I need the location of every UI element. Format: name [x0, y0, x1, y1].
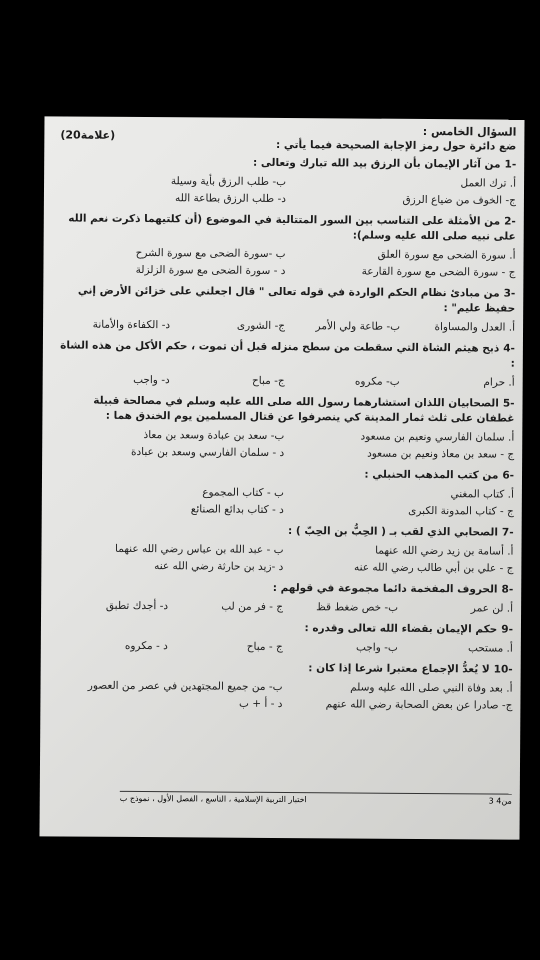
question-stem: لا يُعدُّ الإجماع معتبرا شرعا إذا كان :: [308, 662, 490, 676]
options-group: [54, 426, 514, 463]
question-block: [53, 522, 513, 577]
answer-option[interactable]: ب -سورة الضحى مع سورة الشرح: [135, 246, 286, 261]
question-number: -10: [493, 663, 513, 676]
question-block: [55, 338, 515, 391]
question-number: -1: [504, 158, 517, 171]
footer-page-number: 3 من4: [488, 796, 512, 806]
question-stem: ذبح هيثم الشاة التي سقطت من سطح منزله قبل أن تموت ، حكم الأكل من هذه الشاة :: [60, 339, 515, 370]
answer-option[interactable]: د - سلمان الفارسي وسعد بن عبادة: [130, 445, 285, 460]
options-group: [53, 637, 513, 657]
instruction-text: ضع دائرة حول رمز الإجابة الصحيحة فيما يأتي :: [276, 138, 517, 153]
answer-option[interactable]: أ. حرام: [483, 376, 515, 389]
answer-option[interactable]: ب- واجب: [355, 641, 398, 654]
answer-option[interactable]: ج- الخوف من ضياع الرزق: [402, 193, 516, 207]
question-stem: من كتب المذهب الحنبلي :: [364, 468, 499, 482]
question-text: [54, 393, 514, 426]
answer-option[interactable]: أ. سورة الضحى مع سورة العلق: [377, 248, 516, 262]
answer-option[interactable]: أ. ترك العمل: [460, 177, 517, 190]
question-stem: حكم الإيمان بقضاء الله تعالى وقدره :: [304, 622, 498, 636]
answer-option[interactable]: د - سورة الضحى مع سورة الزلزلة: [135, 263, 286, 278]
question-number: -3: [503, 287, 516, 300]
answer-option[interactable]: ب- طاعة ولي الأمر: [315, 320, 401, 333]
answer-option[interactable]: أ. أسامة بن زيد رضي الله عنهما: [375, 544, 514, 558]
question-text: [54, 522, 514, 540]
answer-option[interactable]: أ. كتاب المغني: [450, 488, 514, 501]
answer-option[interactable]: ج - مباح: [246, 640, 283, 654]
answer-option[interactable]: ج- صادرا عن بعض الصحابة رضي الله عنهم: [325, 698, 513, 712]
question-number: -9: [501, 623, 513, 636]
question-block: [54, 465, 514, 520]
answer-option[interactable]: أ. مستحب: [467, 642, 513, 655]
answer-option[interactable]: ج - كتاب المدونة الكبرى: [408, 504, 514, 518]
answer-option[interactable]: ب - كتاب المجموع: [202, 486, 284, 500]
answer-option[interactable]: ب - عبد الله بن عباس رضي الله عنهما: [115, 542, 284, 557]
question-block: [56, 154, 516, 209]
question-text: [56, 154, 516, 172]
options-group: [54, 483, 514, 520]
answer-option[interactable]: أ. لن عمر: [470, 602, 514, 615]
question-block: [52, 659, 512, 714]
answer-option[interactable]: د- الكفاءة والأمانة: [92, 318, 171, 332]
answer-option[interactable]: د -زيد بن حارثة رضي الله عنه: [154, 560, 284, 574]
question-stem: الحروف المفخمة دائما مجموعة في قولهم :: [272, 581, 498, 596]
options-group: [55, 316, 515, 336]
marks-label: (20علامة): [60, 128, 116, 142]
answer-option[interactable]: ج- مباح: [251, 374, 285, 388]
options-group: [55, 244, 515, 281]
question-number: -7: [501, 526, 514, 539]
question-block: [54, 393, 514, 463]
answer-option[interactable]: د- أجدك تطبق: [105, 599, 169, 613]
answer-option[interactable]: ج - سعد بن معاذ ونعيم بن مسعود: [367, 447, 515, 461]
answer-option[interactable]: د - كتاب بدائع الصنائع: [190, 503, 284, 517]
answer-option[interactable]: أ. بعد وفاة النبي صلى الله عليه وسلم: [350, 681, 513, 695]
exam-content: [51, 122, 516, 839]
answer-option[interactable]: أ. سلمان الفارسي ونعيم بن مسعود: [360, 430, 515, 444]
question-number: -4: [503, 342, 515, 355]
answer-option[interactable]: ج - فر من لب: [221, 600, 284, 614]
question-text: [53, 659, 513, 677]
question-number: -8: [501, 583, 514, 596]
answer-option[interactable]: د- واجب: [133, 373, 170, 387]
question-stem: من الأمثلة على التناسب بين السور المتتالية في الموضوع (أن كلتيهما ذكرت نعم الله على نبيه صلى الله عليه وسلم):: [68, 212, 516, 243]
answer-option[interactable]: ب- مكروه: [354, 375, 400, 388]
question-number: -5: [502, 397, 515, 410]
question-block: [53, 619, 513, 657]
question-stem: الصحابي الذي لقب بـ ( الحِبُّ بن الحِبّ ) :: [288, 525, 498, 539]
answer-option[interactable]: د - أ + ب: [238, 697, 283, 711]
question-text: [53, 579, 513, 597]
answer-option[interactable]: أ. العدل والمساواة: [434, 321, 516, 334]
answer-option[interactable]: ج - سورة الضحى مع سورة القارعة: [361, 265, 516, 279]
questions-list: [52, 154, 516, 714]
question-number: -2: [504, 215, 516, 228]
options-group: [53, 540, 513, 577]
answer-option[interactable]: ج- الشورى: [236, 319, 286, 333]
answer-option[interactable]: ب- من جميع المجتهدين في عصر من العصور: [87, 679, 283, 694]
question-text: [54, 465, 514, 483]
question-number: -6: [502, 469, 515, 482]
section-title: السؤال الخامس :: [422, 124, 517, 139]
answer-option[interactable]: ج - علي بن أبي طالب رضي الله عنه: [353, 561, 514, 575]
question-stem: الصحابيان اللذان استشارهما رسول الله صلى الله عليه وسلم في مصالحة قبيلة غطفان على ثلث ثمار المدينة كي ينصرفوا عن قتال المسلمين يوم الخندق هما :: [93, 394, 515, 425]
question-text: [55, 338, 515, 371]
answer-option[interactable]: د - مكروه: [124, 639, 168, 653]
answer-option[interactable]: ب- خص ضغط قظ: [316, 601, 399, 614]
question-text: [55, 283, 515, 316]
answer-option[interactable]: د- طلب الرزق بطاعة الله: [174, 192, 286, 206]
footer-exam-title: اختبار التربية الإسلامية ، التاسع ، الفصل الأول ، نموذج ب: [119, 793, 307, 805]
answer-option[interactable]: ب- سعد بن عبادة وسعد بن معاذ: [143, 429, 285, 443]
question-text: [56, 211, 516, 244]
question-block: [55, 283, 515, 336]
question-stem: من مبادئ نظام الحكم الواردة في قوله تعالى " قال اجعلني على خزائن الأرض إني حفيظ عليم" :: [77, 284, 516, 315]
answer-option[interactable]: ب- طلب الرزق بأية وسيلة: [170, 175, 287, 189]
question-block: [53, 579, 513, 617]
exam-sheet: [39, 116, 524, 839]
options-group: [56, 172, 516, 209]
options-group: [53, 597, 513, 617]
options-group: [55, 371, 515, 391]
question-block: [55, 211, 515, 281]
question-text: [53, 619, 513, 637]
question-stem: من آثار الإيمان بأن الرزق بيد الله تبارك وتعالى :: [253, 156, 501, 171]
options-group: [52, 677, 512, 714]
